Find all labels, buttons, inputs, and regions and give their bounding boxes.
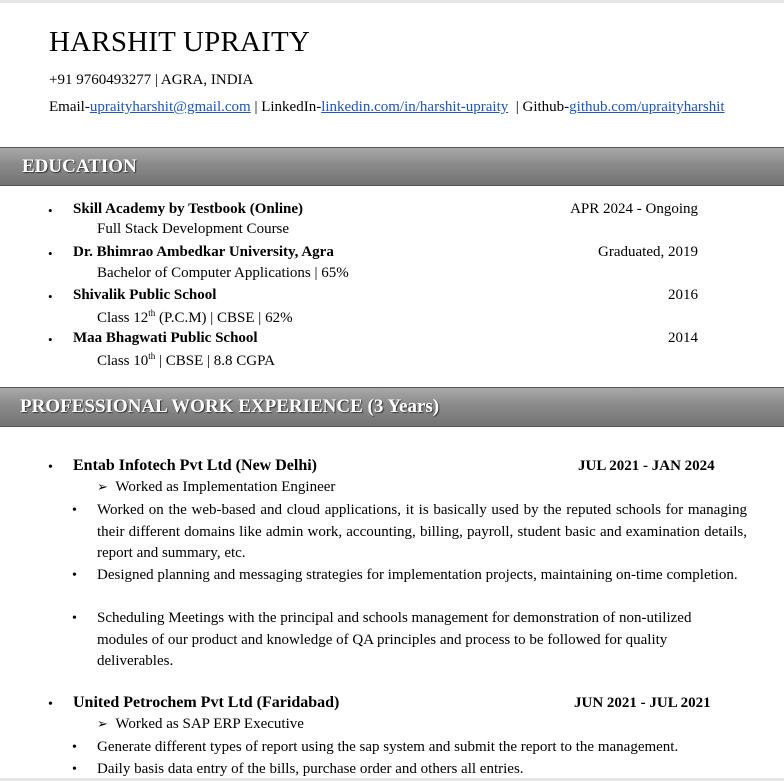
role-title: Worked as Implementation Engineer	[115, 479, 336, 495]
education-detail: Bachelor of Computer Applications | 65%	[97, 265, 349, 281]
job-point: Scheduling Meetings with the principal and schools management for demonstration of non-utilized modules of our product and knowledge of QA principles and process to be followed for quality deliverables.	[97, 610, 692, 669]
company-name: United Petrochem Pvt Ltd (Faridabad)	[73, 694, 340, 711]
bullet-icon: •	[72, 611, 77, 626]
arrow-icon: ➢	[97, 479, 108, 494]
bullet-icon: •	[72, 503, 77, 518]
institution: Shivalik Public School	[73, 287, 217, 303]
bullet-icon: •	[48, 697, 53, 712]
bullet-icon: •	[48, 460, 53, 475]
education-detail: Class 12th (P.C.M) | CBSE | 62%	[97, 308, 293, 326]
bullet-icon: •	[72, 762, 77, 777]
links-line	[49, 99, 725, 116]
education-detail: Full Stack Development Course	[97, 221, 290, 237]
arrow-icon: ➢	[97, 716, 108, 731]
email-label: Email-	[49, 99, 90, 115]
linkedin-link[interactable]: linkedin.com/in/harshit-upraity	[321, 99, 509, 115]
institution: Skill Academy by Testbook (Online)	[73, 201, 304, 217]
bullet-icon: •	[48, 246, 53, 261]
job-dates: JUN 2021 - JUL 2021	[574, 695, 711, 711]
job-point: Worked on the web-based and cloud applications, it is basically used by the reputed schools for managing their different domains like admin work, accounting, billing, payroll, student basic and examination details, report and summary, etc.	[97, 502, 747, 561]
institution: Dr. Bhimrao Ambedkar University, Agra	[73, 244, 334, 260]
bullet-icon: •	[72, 568, 77, 583]
bullet-icon: •	[48, 203, 53, 218]
education-date: APR 2024 - Ongoing	[570, 201, 698, 217]
candidate-name: HARSHIT UPRAITY	[49, 26, 311, 58]
institution: Maa Bhagwati Public School	[73, 330, 258, 346]
role-line	[97, 479, 335, 496]
linkedin-label: | LinkedIn-	[250, 99, 322, 115]
contact-line: +91 9760493277 | AGRA, INDIA	[49, 72, 254, 88]
bullet-icon: •	[48, 332, 53, 347]
github-link[interactable]: github.com/upraityharshit	[569, 99, 725, 115]
job-point: Generate different types of report using the sap system and submit the report to the management.	[97, 739, 679, 755]
experience-heading-band	[0, 387, 784, 427]
github-label: | Github-	[508, 99, 570, 115]
bullet-icon: •	[48, 289, 53, 304]
top-border	[0, 0, 784, 3]
education-heading: EDUCATION	[22, 156, 137, 177]
education-date: 2014	[668, 330, 698, 346]
education-heading-band	[0, 147, 784, 186]
company-name: Entab Infotech Pvt Ltd (New Delhi)	[73, 457, 317, 474]
education-detail: Class 10th | CBSE | 8.8 CGPA	[97, 351, 275, 369]
job-point: Designed planning and messaging strategies for implementation projects, maintaining on-time completion.	[97, 567, 738, 583]
job-point: Daily basis data entry of the bills, purchase order and others all entries.	[97, 761, 524, 777]
role-title: Worked as SAP ERP Executive	[115, 716, 304, 732]
email-link[interactable]: upraityharshit@gmail.com	[89, 99, 251, 115]
experience-heading: PROFESSIONAL WORK EXPERIENCE (3 Years)	[20, 396, 440, 417]
bullet-icon: •	[72, 740, 77, 755]
role-line	[97, 716, 304, 733]
education-date: Graduated, 2019	[598, 244, 698, 260]
education-date: 2016	[668, 287, 698, 303]
job-dates: JUL 2021 - JAN 2024	[578, 458, 715, 474]
